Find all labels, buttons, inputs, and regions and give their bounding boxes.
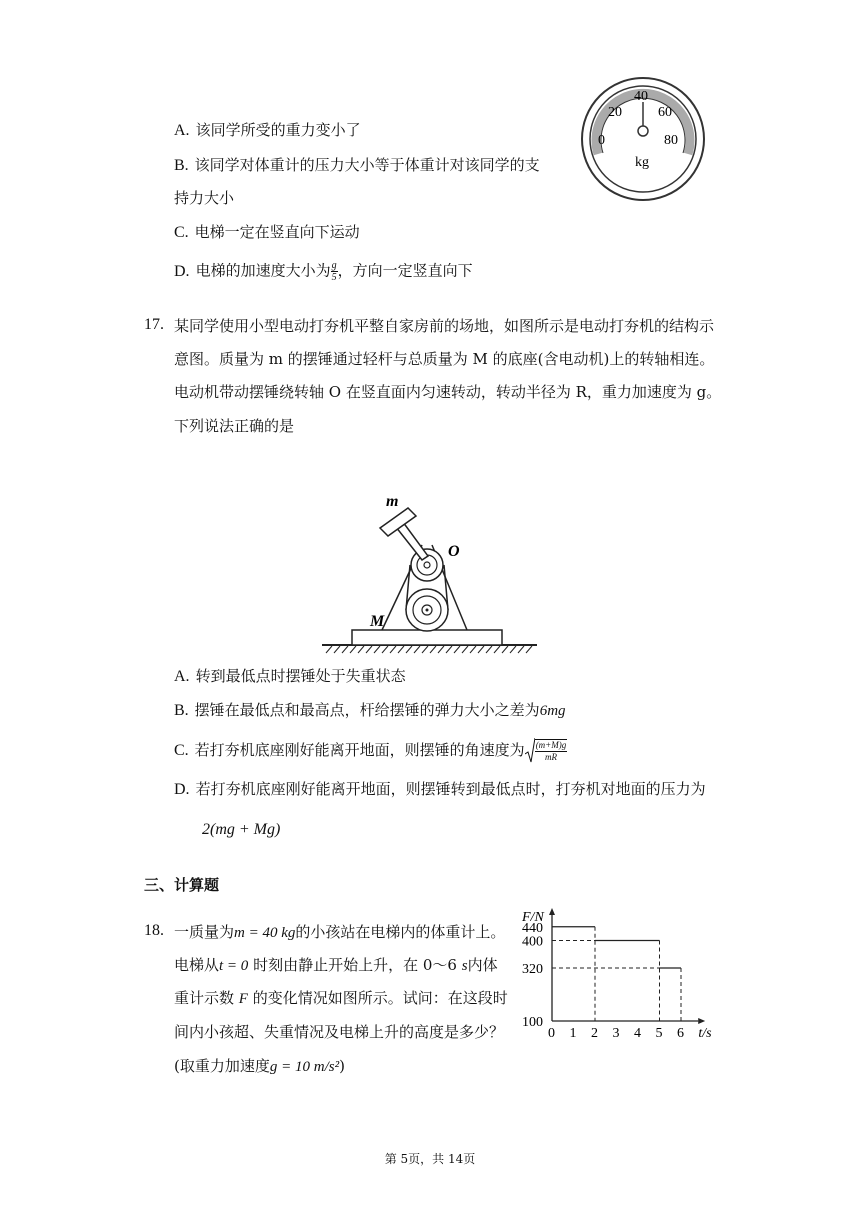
q17-option-d: D. 若打夯机底座刚好能离开地面，则摆锤转到最低点时，打夯机对地面的压力为 xyxy=(174,780,706,798)
scale-dial-figure xyxy=(580,76,710,206)
q16-option-d: D. 电梯的加速度大小为 $\frac{g}{5}$ ，方向一定竖直向下 xyxy=(174,260,473,283)
q18-line-4: 间内小孩超、失重情况及电梯上升的高度是多少？ xyxy=(174,1023,505,1041)
q18-line-2: 电梯从t = 0 时刻由静止开始上升，在 0～6 s内体 xyxy=(174,956,498,974)
x-tick-label: 3 xyxy=(612,1026,620,1041)
x-tick-label: 6 xyxy=(677,1026,684,1041)
q17-number: 17. xyxy=(144,316,164,333)
y-axis-label: F/N xyxy=(522,910,544,925)
figure-label-m: m xyxy=(386,493,399,510)
q17-option-a: A. 转到最低点时摆锤处于失重状态 xyxy=(174,667,406,685)
y-tick-label: 320 xyxy=(522,962,543,977)
figure-label-M: M xyxy=(370,613,385,630)
q17-stem-line-2: 意图。质量为 m 的摆锤通过轻杆与总质量为 M 的底座(含电动机)上的转轴相连。 xyxy=(174,350,715,368)
page-footer: 第 5页，共 14页 xyxy=(384,1152,476,1166)
x-axis-arrow xyxy=(698,1018,705,1024)
force-time-chart xyxy=(520,905,720,1045)
q17-stem-line-1: 某同学使用小型电动打夯机平整自家房前的场地，如图所示是电动打夯机的结构示 xyxy=(174,317,715,335)
q18-number: 18. xyxy=(144,922,164,939)
figure-label-O: O xyxy=(448,543,460,560)
y-tick-label: 100 xyxy=(522,1015,543,1030)
section-heading: 三、计算题 xyxy=(144,876,220,894)
x-tick-label: 4 xyxy=(634,1026,641,1041)
dial-label-60: 60 xyxy=(658,105,672,120)
dial-label-20: 20 xyxy=(608,105,622,120)
tamper-machine-figure xyxy=(322,490,542,660)
y-tick-label: 400 xyxy=(522,934,543,950)
dial-unit: kg xyxy=(635,155,649,170)
q17-stem-line-4: 下列说法正确的是 xyxy=(174,417,295,435)
q17-option-b: B. 摆锤在最低点和最高点，杆给摆锤的弹力大小之差为6mg xyxy=(174,701,566,719)
q16-option-a: A. 该同学所受的重力变小了 xyxy=(174,121,361,139)
x-tick-label: 0 xyxy=(548,1026,555,1041)
x-axis-label: t/s xyxy=(698,1026,712,1041)
x-tick-label: 1 xyxy=(569,1026,577,1041)
q16-option-b-cont: 持力大小 xyxy=(174,189,235,207)
y-axis-arrow xyxy=(549,908,555,915)
q16-option-b: B. 该同学对体重计的压力大小等于体重计对该同学的支 xyxy=(174,156,540,174)
x-tick-label: 5 xyxy=(655,1026,663,1041)
q17-stem-line-3: 电动机带动摆锤绕转轴 O 在竖直面内匀速转动，转动半径为 R，重力加速度为 g。 xyxy=(174,383,722,401)
dial-label-40: 40 xyxy=(634,89,648,104)
dial-label-0: 0 xyxy=(598,133,605,148)
q18-line-3: 重计示数 F 的变化情况如图所示。试问：在这段时 xyxy=(174,989,508,1007)
q16-option-c: C. 电梯一定在竖直向下运动 xyxy=(174,223,360,241)
q17-option-c: C. 若打夯机底座刚好能离开地面，则摆锤的角速度为 $\frac{(m+M)g}{mR}$ xyxy=(174,740,567,762)
x-tick-label: 2 xyxy=(591,1026,598,1041)
dial-label-80: 80 xyxy=(664,133,678,148)
fraction-g-over-5: $\frac{g}{5}$ xyxy=(331,260,337,283)
q18-line-1: 一质量为m = 40 kg的小孩站在电梯内的体重计上。 xyxy=(174,923,506,941)
y-tick-label: 440 xyxy=(522,920,543,936)
q17-option-d-answer: 2(mg + Mg) xyxy=(202,821,281,838)
sqrt-expression: $\frac{(m+M)g}{mR}$ xyxy=(525,738,568,764)
q18-line-5: (取重力加速度g = 10 m/s²) xyxy=(174,1057,345,1075)
